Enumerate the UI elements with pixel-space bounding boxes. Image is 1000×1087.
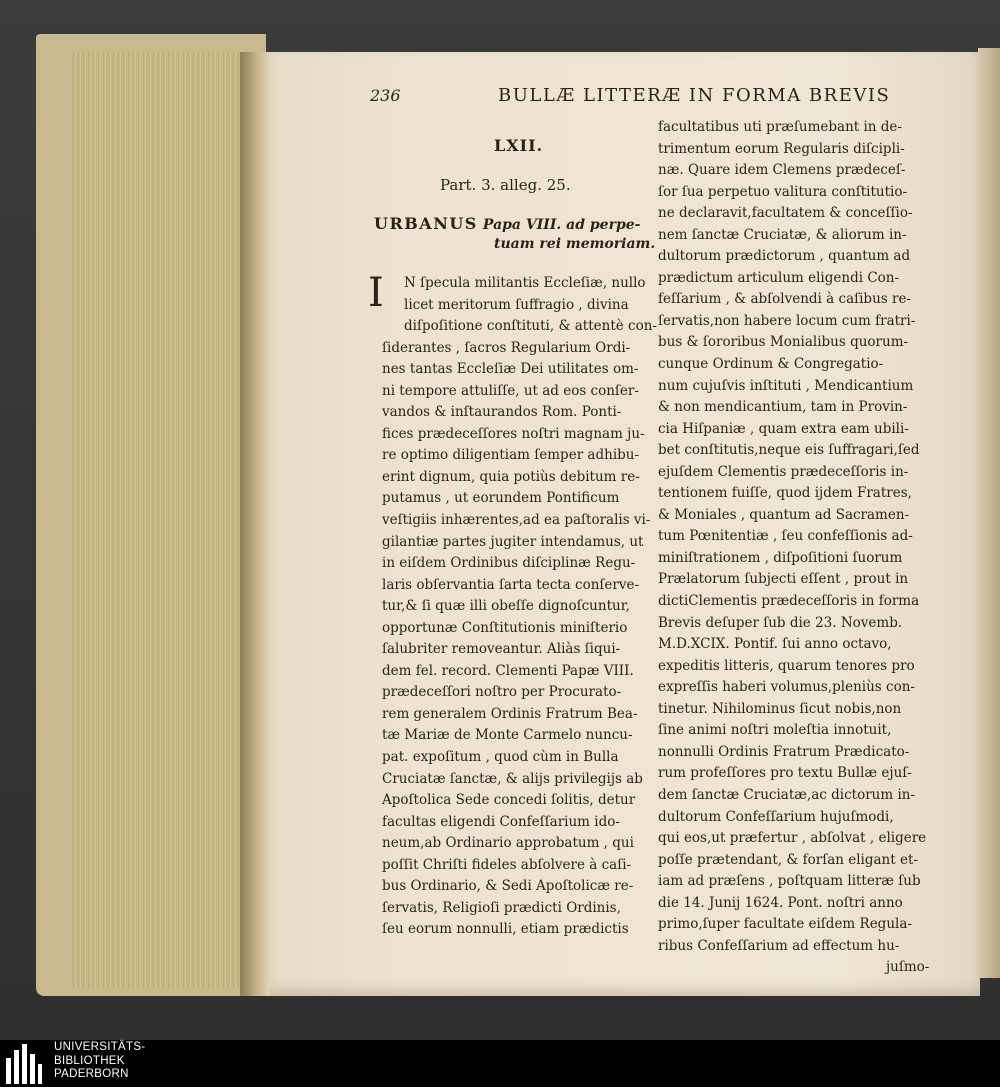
institution-name <box>54 1041 145 1082</box>
text-line: ni tempore attuliſſe, ut ad eos conſer- <box>382 382 639 399</box>
logo-bar <box>38 1064 42 1084</box>
text-line: bus Ordinario, & Sedi Apoſtolicæ re- <box>382 878 634 895</box>
text-line: dultorum Confeſſarium hujuſmodi, <box>658 808 894 825</box>
text-line: expeditis litteris, quarum tenores pro <box>658 657 915 674</box>
drop-cap: I <box>368 270 384 316</box>
text-line: cunque Ordinum & Congregatio- <box>658 356 884 373</box>
heading-rest: Papa VIII. ad perpe- <box>482 217 641 233</box>
text-line: ne declaravit,facultatem & conceſſio- <box>658 205 913 222</box>
text-line: expreſſis haberi volumus,pleniùs con- <box>658 679 915 696</box>
text-line: iam ad præſens , poſtquam litteræ ſub <box>658 873 921 890</box>
text-line: primo,ſuper facultate eiſdem Regula- <box>658 916 912 933</box>
text-line: cia Hiſpaniæ , quam extra eam ubili- <box>658 420 909 437</box>
text-line: in eiſdem Ordinibus diſciplinæ Regu- <box>382 555 636 572</box>
text-line: tentionem fuiſſe, quod ijdem Fratres, <box>658 485 912 502</box>
text-line: Cruciatæ ſanctæ, & alijs privilegijs ab <box>382 770 643 787</box>
logo-bar <box>30 1054 35 1084</box>
text-line: ſervatis,non habere locum cum fratri- <box>658 312 916 329</box>
text-line: prædictum articulum eligendi Con- <box>658 269 900 286</box>
text-line: dem ſanctæ Cruciatæ,ac dictorum in- <box>658 786 916 803</box>
text-line: rem generalem Ordinis Fratrum Bea- <box>382 705 638 722</box>
text-line: bus & ſororibus Monialibus quorum- <box>658 334 909 351</box>
text-line: ſalubriter removeantur. Aliàs ſiqui- <box>382 641 621 658</box>
text-line: juſmo- <box>886 959 930 976</box>
text-line: diſpoſitione conſtituti, & attentè con- <box>404 318 657 335</box>
text-line: bet conſtitutis,neque eis ſuffragari,ſed <box>658 442 920 459</box>
text-line: re optimo diligentiam ſemper adhibu- <box>382 447 640 464</box>
page-number: 236 <box>370 86 401 105</box>
book-page-edges <box>72 52 244 988</box>
text-line: prædeceſſori noſtro per Procurato- <box>382 684 622 701</box>
text-line: die 14. Junij 1624. Pont. noſtri anno <box>658 894 903 911</box>
text-line: poſſe prætendant, & forſan eligant et- <box>658 851 918 868</box>
logo-bar <box>6 1058 11 1084</box>
page-right-edge <box>978 48 1000 978</box>
text-line: pat. expoſitum , quod cùm in Bulla <box>382 749 619 766</box>
text-line: ejuſdem Clementis prædeceſſoris in- <box>658 463 909 480</box>
text-line: erint dignum, quia potiùs debitum re- <box>382 468 640 485</box>
text-line: miniſtrationem , diſpoſitioni ſuorum <box>658 549 903 566</box>
text-line: ſor ſua perpetuo valitura conſtitutio- <box>658 183 908 200</box>
text-line: næ. Quare idem Clemens prædeceſ- <box>658 162 906 179</box>
right-text-column <box>658 117 938 979</box>
logo-bar <box>22 1044 27 1084</box>
institution-line: PADERBORN <box>54 1068 129 1080</box>
text-line: & non mendicantium, tam in Provin- <box>658 399 908 416</box>
text-line: veſtigiis inhærentes,ad ea paſtoralis vi- <box>382 512 651 529</box>
text-line: M.D.XCIX. Pontif. ſui anno octavo, <box>658 636 892 653</box>
footer-band <box>0 1040 1000 1087</box>
text-line: feſſarium , & abſolvendi à caſibus re- <box>658 291 911 308</box>
text-line: rum profeſſores pro textu Bullæ ejuſ- <box>658 765 912 782</box>
text-line: gilantiæ partes jugiter intendamus, ut <box>382 533 644 550</box>
text-line: dictiClementis prædeceſſoris in forma <box>658 593 920 610</box>
institution-line: BIBLIOTHEK <box>54 1054 125 1067</box>
text-line: tinetur. Nihilominus ſicut nobis,non <box>658 700 902 717</box>
text-line: tæ Mariæ de Monte Carmelo nuncu- <box>382 727 633 744</box>
text-line: Apoſtolica Sede concedi ſolitis, detur <box>382 792 636 809</box>
gutter-shadow <box>240 52 270 996</box>
text-line: facultas eligendi Confeſſarium ido- <box>382 813 620 830</box>
text-line: tum Pœnitentiæ , ſeu confeſſionis ad- <box>658 528 913 545</box>
text-line: ſine animi noſtri moleſtia innotuit, <box>658 722 892 739</box>
text-line: N ſpecula militantis Eccleſiæ, nullo <box>404 275 646 291</box>
institution-line: UNIVERSITÄTS- <box>54 1041 146 1053</box>
text-line: num cujuſvis inſtituti , Mendicantium <box>658 377 914 394</box>
heading-name: URBANUS <box>374 214 478 233</box>
text-line: trimentum eorum Regularis diſcipli- <box>658 140 905 157</box>
text-line: dultorum prædictorum , quantum ad <box>658 248 911 265</box>
text-line: qui eos,ut præfertur , abſolvat , eligere <box>658 830 927 847</box>
text-line: fices prædeceſſores noſtri magnam ju- <box>382 425 645 442</box>
text-line: Brevis deſuper ſub die 23. Novemb. <box>658 614 903 631</box>
text-line: facultatibus uti præſumebant in de- <box>658 119 902 135</box>
text-line: putamus , ut eorundem Pontificum <box>382 490 620 507</box>
text-line: neum,ab Ordinario approbatum , qui <box>382 835 634 852</box>
logo-bar <box>14 1050 19 1084</box>
heading-line-2: tuam rei memoriam. <box>494 236 656 252</box>
left-text-column <box>382 273 662 941</box>
text-line: poſſit Chriſti fideles abſolvere à caſi- <box>382 856 632 873</box>
library-bars-logo-icon <box>6 1044 42 1084</box>
text-line: vandos & inſtaurandos Rom. Ponti- <box>382 404 622 421</box>
text-line: ſeu eorum nonnulli, etiam prædictis <box>382 921 629 938</box>
text-line: opportunæ Conſtitutionis miniſterio <box>382 619 628 636</box>
text-line: ribus Confeſſarium ad effectum hu- <box>658 937 900 954</box>
text-line: laris obſervantia ſarta tecta conſerve- <box>382 576 640 593</box>
text-line: licet meritorum ſuffragio , divina <box>404 296 629 313</box>
text-line: tur,& ſi quæ illi obeſſe dignoſcuntur, <box>382 598 630 615</box>
text-line: ſiderantes , ſacros Regularium Ordi- <box>382 339 631 356</box>
text-line: & Moniales , quantum ad Sacramen- <box>658 506 910 523</box>
text-line: nes tantas Eccleſiæ Dei utilitates om- <box>382 361 639 378</box>
heading-line-1 <box>374 214 640 233</box>
running-head: BULLÆ LITTERÆ IN FORMA BREVIS <box>498 85 891 106</box>
allegation-reference: Part. 3. alleg. 25. <box>440 176 571 194</box>
text-line: Prælatorum ſubjecti eſſent , prout in <box>658 571 909 588</box>
text-line: ſervatis, Religioſi prædicti Ordinis, <box>382 899 621 916</box>
document-number: LXII. <box>494 136 544 155</box>
text-line: dem fel. record. Clementi Papæ VIII. <box>382 662 634 679</box>
text-line: nonnulli Ordinis Fratrum Prædicato- <box>658 743 910 760</box>
text-line: nem ſanctæ Cruciatæ, & aliorum in- <box>658 226 907 243</box>
